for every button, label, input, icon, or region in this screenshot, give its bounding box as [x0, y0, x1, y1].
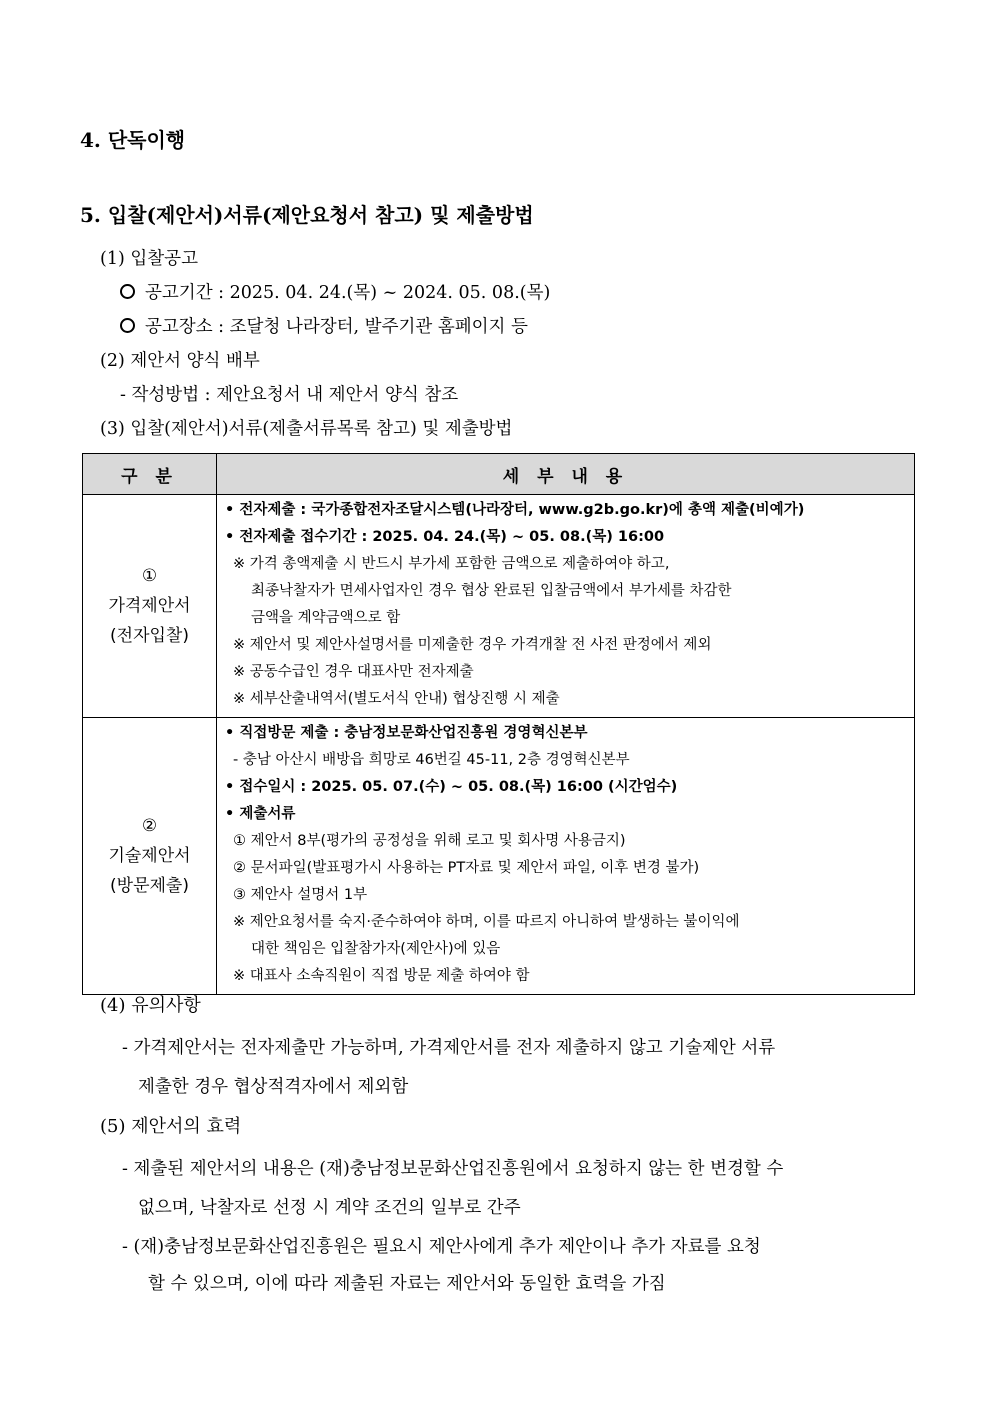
category-name: 기술제안서 — [108, 846, 191, 866]
sub-5-line: 없으며, 낙찰자로 선정 시 계약 조건의 일부로 간주 — [138, 1198, 521, 1218]
detail-line: ※ 가격 총액제출 시 반드시 부가세 포함한 금액으로 제출하여야 하고, — [233, 556, 670, 572]
header-category: 구 분 — [83, 454, 217, 495]
detail-line: • 전자제출 : 국가종합전자조달시스템(나라장터, www.g2b.go.kr)에 총액 제출(비예가) — [225, 502, 805, 518]
detail-line: ※ 제안요청서를 숙지·준수하여야 하며, 이를 따르지 아니하여 발생하는 불이익에 — [233, 914, 740, 930]
detail-line: • 접수일시 : 2025. 05. 07.(수) ~ 05. 08.(목) 16:00 (시간엄수) — [225, 779, 678, 795]
detail-line: • 직접방문 제출 : 충남정보문화산업진흥원 경영혁신본부 — [225, 725, 588, 741]
tech-proposal-details — [217, 718, 915, 995]
tech-proposal-category — [83, 718, 217, 995]
detail-line: ※ 제안서 및 제안사설명서를 미제출한 경우 가격개찰 전 사전 판정에서 제외 — [233, 637, 712, 653]
detail-line: ② 문서파일(발표평가시 사용하는 PT자료 및 제안서 파일, 이후 변경 불가) — [233, 860, 700, 876]
announce-place — [120, 313, 528, 338]
detail-line: 최종낙찰자가 면세사업자인 경우 협상 완료된 입찰금액에서 부가세를 차감한 — [251, 583, 732, 599]
category-number: ① — [141, 566, 158, 586]
detail-line: • 제출서류 — [225, 806, 296, 822]
price-proposal-category — [83, 495, 217, 718]
sub-4-line: - 가격제안서는 전자제출만 가능하며, 가격제안서를 전자 제출하지 않고 기술제안 서류 — [122, 1038, 776, 1058]
table-row — [83, 718, 915, 995]
sub-5-line: - (재)충남정보문화산업진흥원은 필요시 제안사에게 추가 제안이나 추가 자료를 요청 — [122, 1237, 761, 1257]
sub-5-line: 할 수 있으며, 이에 따라 제출된 자료는 제안서와 동일한 효력을 가짐 — [148, 1274, 666, 1294]
circle-bullet-icon — [120, 284, 135, 299]
announce-period-text: 공고기간 : 2025. 04. 24.(목) ~ 2024. 05. 08.(목) — [145, 283, 551, 303]
sub-2-label: (2) 제안서 양식 배부 — [100, 351, 260, 371]
detail-line: ※ 대표사 소속직원이 직접 방문 제출 하여야 함 — [233, 968, 530, 984]
circle-bullet-icon — [120, 318, 135, 333]
detail-line: 금액을 계약금액으로 함 — [251, 610, 401, 626]
table-header-row — [83, 454, 915, 495]
sub-5-label: (5) 제안서의 효력 — [100, 1116, 242, 1137]
announce-place-text: 공고장소 : 조달청 나라장터, 발주기관 홈페이지 등 — [145, 317, 528, 337]
section-4-heading: 4. 단독이행 — [80, 128, 186, 152]
price-proposal-details — [217, 495, 915, 718]
detail-line: ※ 공동수급인 경우 대표사만 전자제출 — [233, 664, 474, 680]
submission-table — [82, 453, 915, 995]
detail-line: 대한 책임은 입찰참가자(제안사)에 있음 — [251, 941, 501, 957]
sub-4-line: 제출한 경우 협상적격자에서 제외함 — [138, 1077, 409, 1097]
sub-2-item: - 작성방법 : 제안요청서 내 제안서 양식 참조 — [120, 385, 459, 405]
category-name: 가격제안서 — [108, 596, 191, 616]
sub-1-label: (1) 입찰공고 — [100, 249, 198, 269]
detail-line: - 충남 아산시 배방읍 희망로 46번길 45-11, 2층 경영혁신본부 — [233, 752, 630, 768]
sub-5-line: - 제출된 제안서의 내용은 (재)충남정보문화산업진흥원에서 요청하지 않는 한 변경할 수 — [122, 1159, 784, 1179]
section-5-heading: 5. 입찰(제안서)서류(제안요청서 참고) 및 제출방법 — [80, 203, 534, 227]
announce-period — [120, 279, 550, 304]
table-row — [83, 495, 915, 718]
detail-line: • 전자제출 접수기간 : 2025. 04. 24.(목) ~ 05. 08.(목) 16:00 — [225, 529, 665, 545]
header-details: 세 부 내 용 — [217, 454, 915, 495]
category-method: (전자입찰) — [110, 626, 189, 646]
detail-line: ※ 세부산출내역서(별도서식 안내) 협상진행 시 제출 — [233, 691, 560, 707]
detail-line: ① 제안서 8부(평가의 공정성을 위해 로고 및 회사명 사용금지) — [233, 833, 626, 849]
sub-3-label: (3) 입찰(제안서)서류(제출서류목록 참고) 및 제출방법 — [100, 419, 513, 439]
category-number: ② — [141, 816, 158, 836]
sub-4-label: (4) 유의사항 — [100, 995, 201, 1016]
category-method: (방문제출) — [110, 876, 189, 896]
detail-line: ③ 제안사 설명서 1부 — [233, 887, 368, 903]
